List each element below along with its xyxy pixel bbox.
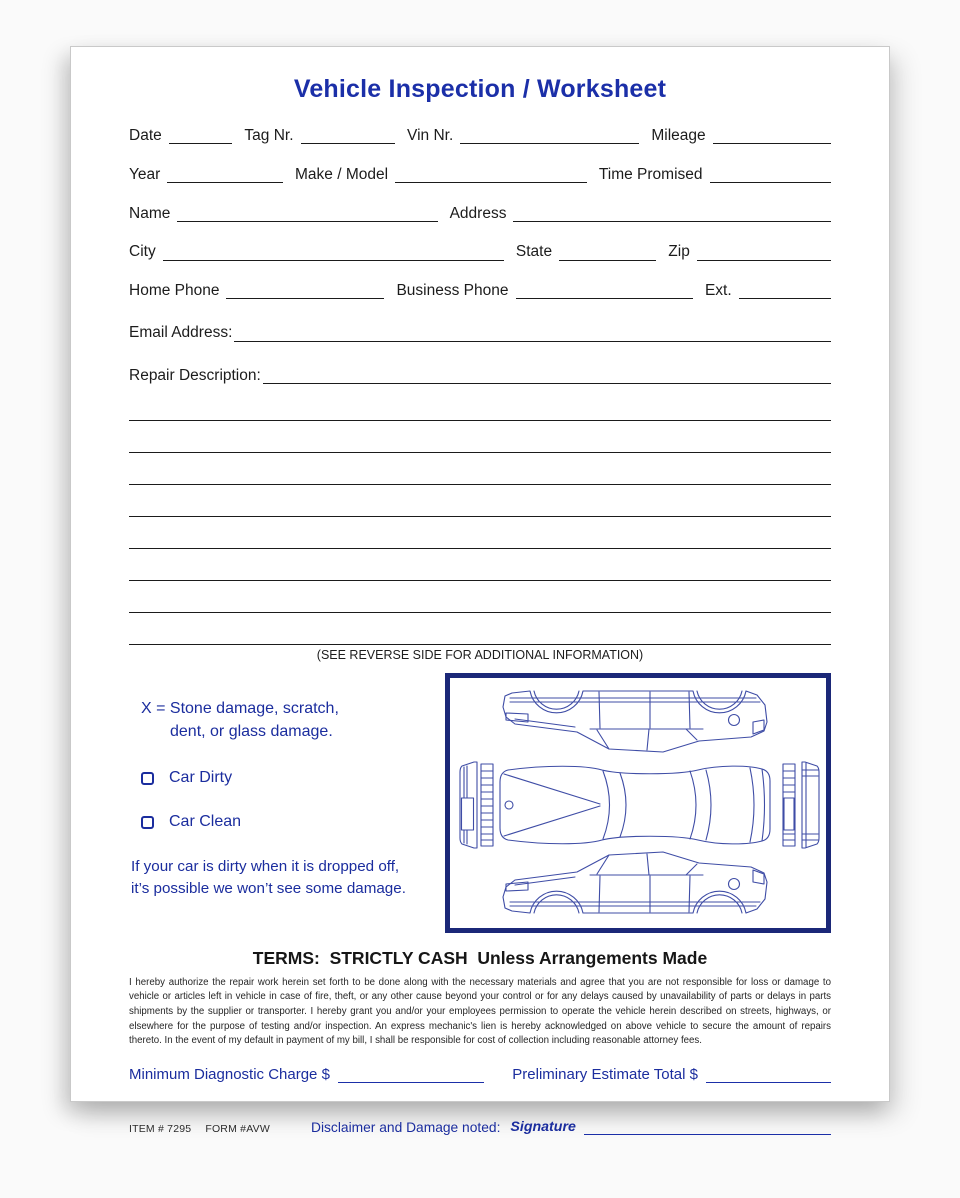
home-phone-label: Home Phone: [129, 282, 220, 300]
tag-nr-label: Tag Nr.: [244, 127, 294, 144]
field-row-email: [129, 325, 831, 341]
car-side-view-flipped: [503, 691, 767, 752]
email-address-label: Email Address:: [129, 324, 233, 342]
dirty-car-note: [131, 856, 429, 899]
damage-key-line2: dent, or glass damage.: [170, 723, 333, 741]
repair-line[interactable]: [129, 389, 831, 421]
year-line[interactable]: [167, 167, 283, 183]
ext-label: Ext.: [704, 282, 732, 300]
car-side-view: [503, 852, 767, 913]
date-line[interactable]: [169, 128, 233, 144]
car-dirty-label: Car Dirty: [169, 769, 233, 787]
see-reverse-note: (SEE REVERSE SIDE FOR ADDITIONAL INFORMATION): [316, 647, 644, 662]
vehicle-diagram-frame: [445, 673, 831, 933]
repair-description-line[interactable]: [263, 368, 831, 384]
ext-line[interactable]: [739, 283, 831, 299]
city-line[interactable]: [163, 244, 504, 260]
field-row-phones: [129, 283, 831, 299]
car-top-view: [500, 766, 770, 844]
car-dirty-checkbox[interactable]: [141, 772, 154, 785]
damage-section: [129, 673, 831, 933]
field-row-name: [129, 206, 831, 222]
car-front-view: [460, 762, 493, 848]
estimate-total-line[interactable]: [706, 1067, 831, 1083]
page-title: Vehicle Inspection / Worksheet: [293, 75, 667, 103]
damage-key-line1: X = Stone damage, scratch,: [141, 699, 339, 717]
form-number: FORM #AVW: [205, 1123, 270, 1136]
vehicle-damage-diagram[interactable]: [450, 678, 826, 928]
time-promised-label: Time Promised: [598, 165, 703, 183]
year-label: Year: [129, 165, 161, 183]
dirty-note-line1: If your car is dirty when it is dropped off,: [131, 858, 400, 876]
footer-row: [129, 1119, 831, 1136]
repair-line[interactable]: [129, 453, 831, 485]
repair-line[interactable]: [129, 581, 831, 613]
field-row-date: [129, 128, 831, 144]
mileage-line[interactable]: [713, 128, 831, 144]
make-model-label: Make / Model: [295, 165, 389, 183]
repair-description-label: Repair Description:: [129, 366, 261, 384]
terms-body: I hereby authorize the repair work herein set forth to be done along with the necessary materials and agree that you are not responsible for loss or damage to vehicle or articles left in vehicle in case of fire, theft, or any other cause beyond your control or for any delays caused by unavailability of parts or delays in parts shipments by the supplier or transporter. I hereby grant you and/or your employees permission to operate the vehicle herein described on streets, highways, or elsewhere for the purpose of testing and/or inspection. An express mechanic's lien is hereby acknowledged on above vehicle to secure the amount of repairs thereto. In the event of my default in payment of my bill, I shall be responsible for cost of collection including reasonable attorney fees.: [129, 976, 831, 1047]
repair-description-area: [129, 389, 831, 645]
business-phone-label: Business Phone: [396, 282, 509, 300]
business-phone-line[interactable]: [516, 283, 693, 299]
name-label: Name: [129, 204, 171, 222]
terms-heading: TERMS: STRICTLY CASH Unless Arrangements Made: [252, 947, 708, 968]
state-label: State: [515, 243, 553, 261]
field-row-year: [129, 167, 831, 183]
dirty-note-line2: it’s possible we won’t see some damage.: [131, 879, 406, 897]
car-dirty-option: [141, 769, 429, 787]
repair-line[interactable]: [129, 549, 831, 581]
home-phone-line[interactable]: [226, 283, 384, 299]
damage-key-note: [141, 697, 429, 743]
vin-nr-label: Vin Nr.: [407, 127, 454, 144]
damage-instructions: [129, 673, 429, 933]
signature-line[interactable]: [584, 1119, 831, 1136]
repair-line[interactable]: [129, 613, 831, 645]
time-promised-line[interactable]: [710, 167, 831, 183]
repair-line[interactable]: [129, 421, 831, 453]
car-clean-option: [141, 813, 429, 831]
car-rear-view: [783, 762, 819, 848]
car-clean-checkbox[interactable]: [141, 816, 154, 829]
car-clean-label: Car Clean: [169, 813, 242, 831]
diagnostic-charge-line[interactable]: [338, 1067, 484, 1083]
address-line[interactable]: [513, 206, 831, 222]
vin-nr-line[interactable]: [460, 128, 639, 144]
repair-line[interactable]: [129, 485, 831, 517]
address-label: Address: [449, 204, 507, 222]
date-label: Date: [129, 127, 162, 144]
item-number: ITEM # 7295: [129, 1123, 192, 1136]
field-row-city: [129, 244, 831, 260]
signature-label: Signature: [510, 1119, 576, 1136]
email-address-line[interactable]: [234, 325, 831, 341]
name-line[interactable]: [177, 206, 437, 222]
header-fields: [129, 128, 831, 384]
repair-line[interactable]: [129, 517, 831, 549]
zip-label: Zip: [668, 243, 690, 261]
charges-row: [129, 1066, 831, 1083]
form-identifiers: [129, 1123, 311, 1135]
make-model-line[interactable]: [395, 167, 587, 183]
zip-line[interactable]: [697, 244, 831, 260]
tag-nr-line[interactable]: [301, 128, 396, 144]
diagnostic-charge-label: Minimum Diagnostic Charge $: [129, 1065, 330, 1083]
mileage-label: Mileage: [651, 127, 706, 144]
worksheet-page: [70, 46, 890, 1136]
state-line[interactable]: [559, 244, 656, 260]
disclaimer-label: Disclaimer and Damage noted:: [311, 1120, 501, 1136]
city-label: City: [129, 243, 156, 261]
field-row-repair-description: [129, 368, 831, 384]
estimate-total-label: Preliminary Estimate Total $: [512, 1065, 698, 1083]
